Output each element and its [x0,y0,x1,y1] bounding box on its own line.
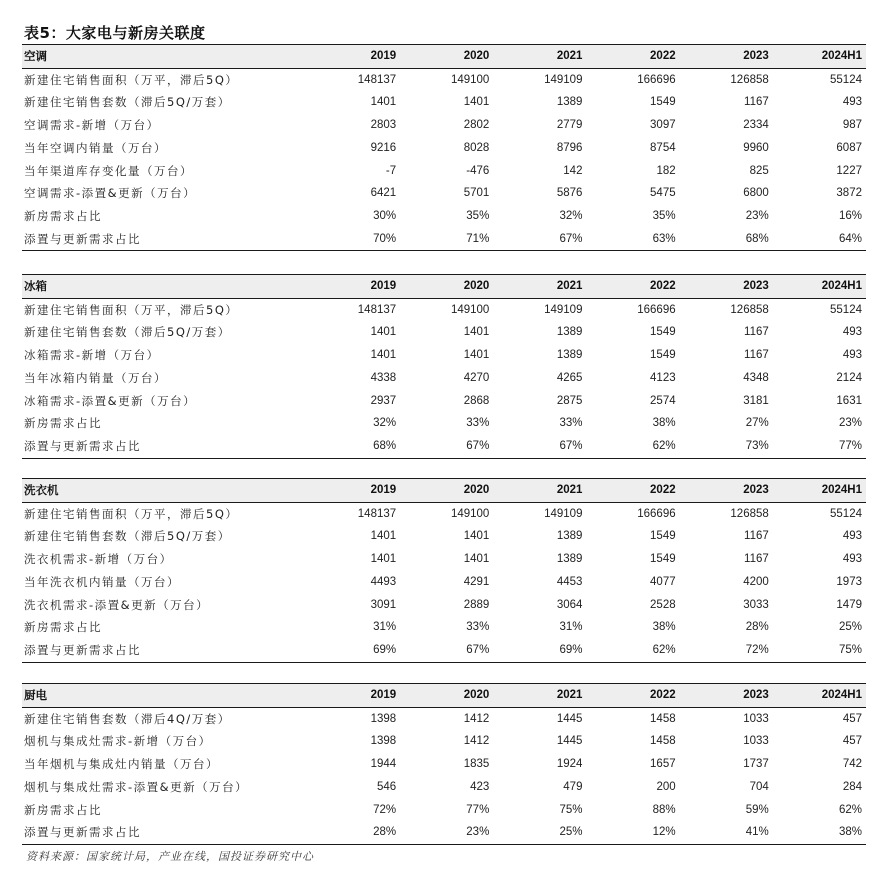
table-cell: 1227 [836,164,862,177]
table-row [22,137,866,160]
table-row [22,799,866,822]
row-label: 新建住宅销售面积（万平，滞后5Q） [24,72,239,87]
table-cell: 2334 [743,119,769,132]
table-cell: 2868 [463,394,490,407]
table-section-washer [22,479,866,663]
section-header: 冰箱 [22,275,307,298]
table-row [22,160,866,183]
table-cell: 3033 [743,598,769,611]
table-cell: 4077 [650,575,676,588]
table-cell: 4265 [556,371,583,384]
year-header: 2020 [400,479,493,502]
year-header: 2021 [493,45,586,68]
row-label: 冰箱需求-添置&更新（万台） [24,393,197,408]
table-cell: 1389 [556,553,583,566]
year-header: 2019 [307,479,400,502]
table-cell: 5701 [463,187,490,200]
row-label: 新房需求占比 [24,416,102,431]
year-header: 2024H1 [773,479,866,502]
table-cell: 1398 [370,712,397,725]
table-cell: 1167 [744,326,769,339]
table-cell: 88% [652,803,676,816]
table-row [22,367,866,390]
table-row [22,548,866,571]
table-cell: 1401 [463,553,490,566]
table-cell: 1737 [743,758,769,771]
table-cell: 1549 [650,530,676,543]
table-cell: 28% [307,821,400,844]
table-row [22,228,866,251]
table-cell: 1167 [744,349,769,362]
year-header: 2020 [400,45,493,68]
year-header: 2021 [493,275,586,298]
table-cell: 1835 [463,758,490,771]
row-label: 新建住宅销售套数（滞后4Q/万套） [24,711,231,726]
row-label: 添置与更新需求占比 [22,435,307,458]
table-row [22,390,866,413]
row-label: 冰箱需求-新增（万台） [24,348,160,363]
table-cell: 9960 [743,141,769,154]
table-cell: 1167 [744,96,769,109]
table-row [22,68,866,91]
year-header: 2023 [680,45,773,68]
row-label: 烟机与集成灶需求-添置&更新（万台） [24,779,249,794]
table-cell: 126858 [730,303,769,316]
table-cell: 67% [493,435,586,458]
year-header: 2021 [493,684,586,707]
table-cell: 4200 [743,575,769,588]
row-label: 新建住宅销售套数（滞后5Q/万套） [24,325,231,340]
table-cell: 72% [373,803,397,816]
table-cell: 1401 [370,96,397,109]
row-label: 洗衣机需求-新增（万台） [24,552,173,567]
table-cell: 6800 [743,187,769,200]
table-cell: 31% [559,621,583,634]
table-cell: 4453 [556,575,583,588]
table-row [22,321,866,344]
row-label: 当年洗衣机内销量（万台） [24,574,180,589]
table-cell: 1167 [744,530,769,543]
table-cell: 1944 [370,758,397,771]
year-header: 2023 [680,479,773,502]
table-cell: 126858 [730,507,769,520]
table-cell: 2889 [463,598,490,611]
table-cell: 149100 [450,303,490,316]
year-header: 2024H1 [773,45,866,68]
table-row [22,525,866,548]
table-cell: 1401 [463,530,490,543]
section-header-row [22,684,866,707]
table-cell: 30% [373,209,397,222]
section-header-row [22,479,866,502]
table-cell: 148137 [357,73,397,86]
table-cell: 35% [652,209,676,222]
table-cell: 33% [466,621,490,634]
table-cell: 148137 [357,303,397,316]
table-row [22,616,866,639]
row-label: 新建住宅销售面积（万平，滞后5Q） [24,506,239,521]
table-cell: 16% [838,209,862,222]
table-cell: 70% [307,228,400,251]
table-cell: 67% [400,435,493,458]
section-header-row [22,45,866,68]
table-section-fridge [22,275,866,459]
table-cell: 8796 [556,141,583,154]
table-cell: 1389 [556,326,583,339]
table-cell: 38% [652,417,676,430]
table-cell: 55124 [830,507,862,520]
table-cell: 1549 [650,349,676,362]
row-label: 新房需求占比 [24,208,102,223]
table-cell: 8028 [463,141,490,154]
table-cell: 1479 [836,598,862,611]
table-cell: 704 [749,780,769,793]
table-row [22,707,866,730]
year-header: 2020 [400,684,493,707]
section-header-row [22,275,866,298]
table-cell: 493 [842,326,862,339]
table-row [22,435,866,458]
table-cell: 1033 [743,712,769,725]
table-cell: 166696 [637,303,676,316]
table-row [22,594,866,617]
table-cell: 27% [745,417,769,430]
table-cell: 149109 [544,507,583,520]
table-cell: 1389 [556,96,583,109]
table-cell: 1412 [463,712,490,725]
row-label: 新房需求占比 [24,802,102,817]
table-cell: 9216 [370,141,397,154]
table-cell: 62% [838,803,862,816]
table-cell: 148137 [357,507,397,520]
table-cell: 77% [466,803,490,816]
table-cell: 69% [493,639,586,662]
row-label: 新房需求占比 [24,620,102,635]
table-cell: 55124 [830,73,862,86]
table-row [22,776,866,799]
table-row [22,114,866,137]
table-cell: 1549 [650,96,676,109]
table-cell: 2937 [370,394,397,407]
table-cell: 2803 [370,119,397,132]
row-label: 当年冰箱内销量（万台） [24,370,167,385]
table-cell: 28% [745,621,769,634]
table-cell: 182 [656,164,676,177]
table-cell: 200 [656,780,676,793]
table-cell: 149100 [450,73,490,86]
table-cell: 825 [749,164,769,177]
table-section-ac [22,45,866,251]
table-cell: 987 [842,119,862,132]
table-cell: 3064 [556,598,583,611]
table-cell: 493 [842,349,862,362]
year-header: 2019 [307,275,400,298]
table-cell: 68% [680,228,773,251]
table-cell: 2779 [556,119,583,132]
row-label: 新建住宅销售套数（滞后5Q/万套） [24,529,231,544]
table-row [22,298,866,321]
table-cell: 8754 [650,141,676,154]
table-cell: 38% [773,821,866,844]
table-cell: 1924 [556,758,583,771]
table-cell: 1412 [463,735,490,748]
table-row [22,91,866,114]
table-cell: 33% [466,417,490,430]
table-cell: 1033 [743,735,769,748]
table-cell: 166696 [637,73,676,86]
row-label: 空调需求-添置&更新（万台） [24,186,197,201]
table-cell: 4123 [650,371,676,384]
row-label: 添置与更新需求占比 [22,639,307,662]
table-cell: -476 [466,164,490,177]
table-row [22,502,866,525]
table-cell: 1389 [556,530,583,543]
table-cell: 1549 [650,326,676,339]
table-cell: 6087 [836,141,862,154]
table-cell: 67% [400,639,493,662]
source-note: 资料来源：国家统计局，产业在线，国投证券研究中心 [26,850,314,863]
table-cell: 149109 [544,73,583,86]
table-cell: 1445 [556,735,583,748]
table-cell: 4493 [370,575,397,588]
table-cell: 62% [586,435,679,458]
table-cell: 23% [400,821,493,844]
table-cell: 64% [773,228,866,251]
row-label: 新建住宅销售套数（滞后5Q/万套） [24,95,231,110]
table-cell: 4270 [463,371,490,384]
year-header: 2023 [680,275,773,298]
table-cell: 149100 [450,507,490,520]
table-cell: 68% [307,435,400,458]
row-label: 空调需求-新增（万台） [24,118,160,133]
table-cell: 457 [842,735,862,748]
table-cell: 4291 [463,575,490,588]
year-header: 2024H1 [773,275,866,298]
year-header: 2019 [307,45,400,68]
table-cell: 12% [586,821,679,844]
table-row [22,344,866,367]
table-cell: 1973 [836,575,862,588]
table-cell: 1167 [744,553,769,566]
table-row [22,753,866,776]
table-cell: 1401 [463,349,490,362]
table-cell: 75% [559,803,583,816]
table-cell: 3091 [370,598,397,611]
table-section-kitchen [22,684,866,845]
table-cell: 457 [842,712,862,725]
table-cell: 1549 [650,553,676,566]
table-cell: 38% [652,621,676,634]
table-cell: 2802 [463,119,490,132]
row-label: 当年空调内销量（万台） [24,140,167,155]
row-label: 添置与更新需求占比 [22,821,307,844]
table-cell: 69% [307,639,400,662]
table-cell: 284 [842,780,862,793]
table-cell: 126858 [730,73,769,86]
table-row [22,639,866,662]
section-header: 厨电 [22,684,307,707]
row-label: 当年烟机与集成灶内销量（万台） [24,757,219,772]
table-cell: 1401 [463,96,490,109]
table-cell: 67% [493,228,586,251]
table-cell: 2875 [556,394,583,407]
table-cell: 5475 [650,187,676,200]
row-label: 新建住宅销售面积（万平，滞后5Q） [24,302,239,317]
table-row [22,821,866,844]
table-cell: 1401 [463,326,490,339]
year-header: 2022 [586,684,679,707]
table-cell: 55124 [830,303,862,316]
table-cell: 1401 [370,326,397,339]
table-row [22,730,866,753]
table-cell: 5876 [556,187,583,200]
table-cell: 73% [680,435,773,458]
table-row [22,182,866,205]
table-cell: 1657 [650,758,676,771]
table-cell: 72% [680,639,773,662]
table-cell: 2528 [650,598,676,611]
table-cell: 142 [563,164,583,177]
year-header: 2022 [586,45,679,68]
table-cell: 63% [586,228,679,251]
row-label: 烟机与集成灶需求-新增（万台） [24,734,212,749]
table-cell: 1445 [556,712,583,725]
table-cell: 493 [842,96,862,109]
year-header: 2019 [307,684,400,707]
table-cell: 1389 [556,349,583,362]
table-cell: 41% [680,821,773,844]
table-cell: 2124 [836,371,862,384]
table-cell: 25% [493,821,586,844]
table-cell: 32% [373,417,397,430]
year-header: 2020 [400,275,493,298]
table-cell: 546 [376,780,397,793]
table-cell: 1398 [370,735,397,748]
table-title: 表5：大家电与新房关联度 [24,24,206,42]
table-cell: 1401 [370,553,397,566]
row-label: 添置与更新需求占比 [22,228,307,251]
table-cell: 742 [842,758,862,771]
year-header: 2023 [680,684,773,707]
table-cell: 166696 [637,507,676,520]
table-cell: 77% [773,435,866,458]
table-cell: 3097 [650,119,676,132]
table-cell: 1458 [650,735,676,748]
section-header: 洗衣机 [22,479,307,502]
table-cell: 23% [745,209,769,222]
table-cell: 62% [586,639,679,662]
year-header: 2022 [586,479,679,502]
table-cell: 33% [559,417,583,430]
table-cell: 23% [838,417,862,430]
table-cell: -7 [385,164,397,177]
table-cell: 4338 [370,371,397,384]
table-cell: 423 [470,780,490,793]
table-cell: 4348 [743,371,769,384]
table-cell: 3872 [836,187,862,200]
table-cell: 59% [745,803,769,816]
table-cell: 479 [563,780,583,793]
table-cell: 3181 [743,394,769,407]
table-cell: 25% [838,621,862,634]
table-cell: 71% [400,228,493,251]
table-cell: 35% [466,209,490,222]
table-cell: 149109 [544,303,583,316]
table-cell: 1401 [370,349,397,362]
table-cell: 6421 [370,187,397,200]
table-row [22,571,866,594]
table-cell: 1458 [650,712,676,725]
table-cell: 31% [373,621,397,634]
table-cell: 493 [842,530,862,543]
year-header: 2021 [493,479,586,502]
year-header: 2024H1 [773,684,866,707]
table-row [22,412,866,435]
section-header: 空调 [22,45,307,68]
year-header: 2022 [586,275,679,298]
row-label: 当年渠道库存变化量（万台） [24,163,193,178]
row-label: 洗衣机需求-添置&更新（万台） [24,597,210,612]
table-cell: 1401 [370,530,397,543]
table-cell: 75% [773,639,866,662]
table-cell: 32% [559,209,583,222]
table-cell: 1631 [836,394,862,407]
table-row [22,205,866,228]
table-cell: 2574 [650,394,676,407]
table-cell: 493 [842,553,862,566]
